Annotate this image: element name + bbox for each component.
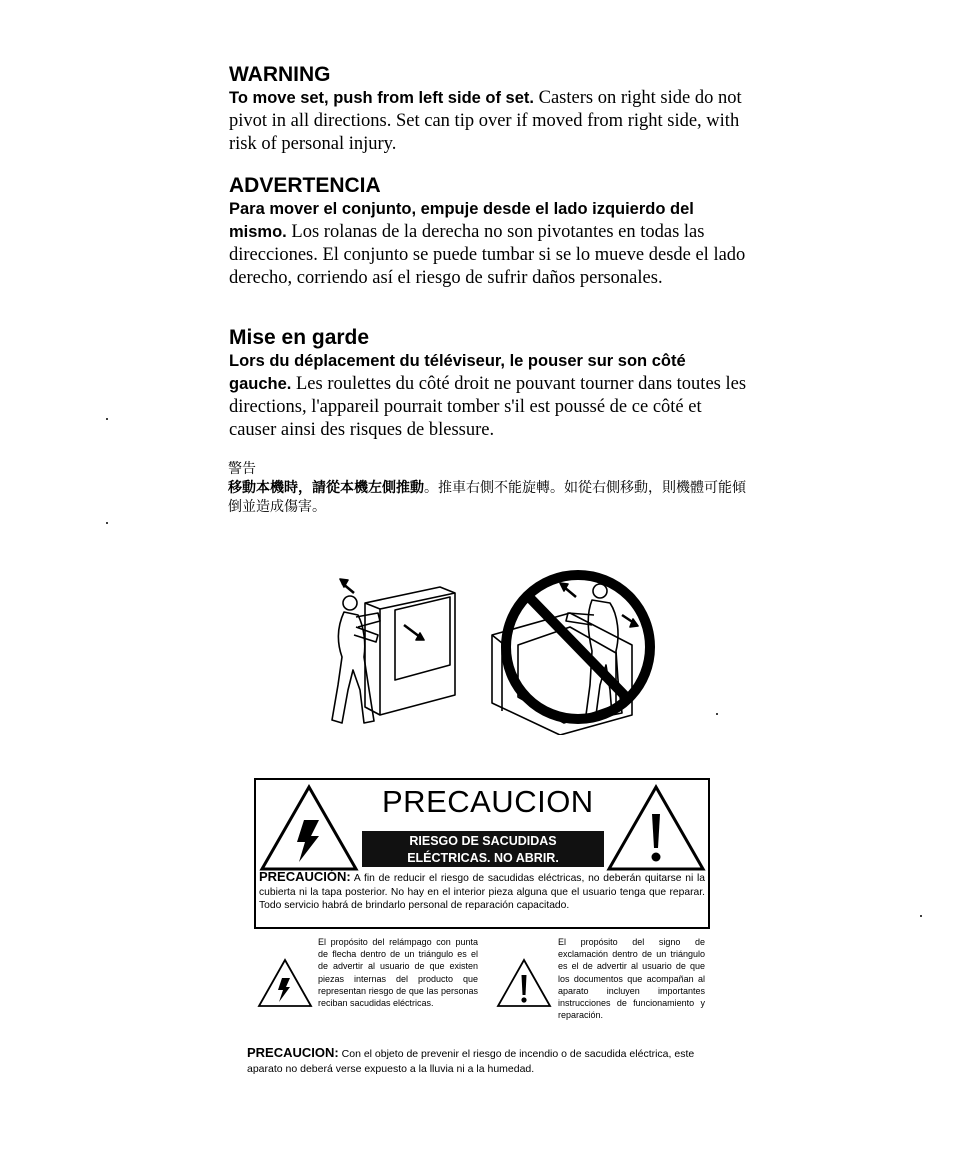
mise-en-garde-body: Les roulettes du côté droit ne pouvant tourner dans toutes les directions, l'appareil pourrait tomber s'il est poussé de ce côté et causer ainsi des risques de blessure.	[229, 374, 747, 440]
advertencia-body: Los rolanas de la derecha no son pivotantes en todas las direcciones. El conjunto se puede tumbar si se lo mueve desde el lado derecho, corriendo así el riesgo de sufrir daños personales.	[229, 222, 746, 288]
caution-box-body: A fin de reducir el riesgo de sacudidas eléctricas, no deberán quitarse ni la cubierta ni la tapa posterior. No hay en el interior pieza alguna que el usuario tenga que reparar. Todo servicio habrá de brindarlo personal de reparación capacitado.	[259, 873, 705, 911]
scan-dot	[106, 522, 108, 524]
scan-dot	[716, 713, 718, 715]
chinese-lead: 移動本機時，請從本機左側推動	[228, 480, 424, 496]
prohibition-sign	[506, 575, 650, 719]
person-left-pushing	[332, 596, 380, 723]
advertencia-paragraph	[229, 198, 749, 290]
warning-body: Casters on right side do not pivot in all directions. Set can tip over if moved from right side, with risk of personal injury.	[229, 88, 742, 154]
advertencia-lead: Para mover el conjunto, empuje desde el lado izquierdo del mismo.	[229, 200, 694, 241]
moving-tv-illustration	[320, 565, 680, 735]
mise-en-garde-paragraph	[229, 350, 749, 442]
advertencia-heading: ADVERTENCIA	[229, 174, 381, 197]
advertencia-section	[229, 174, 749, 290]
lightning-triangle-icon	[259, 784, 359, 872]
chinese-heading: 警告	[228, 461, 256, 477]
caution-title: PRECAUCION	[382, 784, 594, 819]
mise-en-garde-lead: Lors du déplacement du téléviseur, le pouser sur son côté gauche.	[229, 352, 686, 393]
warning-section	[229, 63, 749, 156]
caution-box-label: PRECAUCIÓN:	[259, 869, 351, 884]
lightning-triangle-small-icon	[257, 958, 313, 1008]
chinese-body: 。推車右側不能旋轉。如從右側移動，則機體可能傾倒並造成傷害。	[228, 480, 746, 515]
footer-caution	[247, 1045, 717, 1077]
caution-box-text	[259, 870, 705, 913]
banner-line-1: RIESGO DE SACUDIDAS	[409, 834, 557, 848]
chinese-paragraph	[228, 479, 748, 517]
scan-dot	[920, 915, 922, 917]
exclamation-note: El propósito del signo de exclamación dentro de un triángulo es el de advertir al usuario de que los documentos que acompañan al aparato incluyen importantes instrucciones de funcionamiento y reparación.	[558, 937, 705, 1021]
exclamation-triangle-small-icon	[496, 958, 552, 1008]
exclamation-triangle-icon	[606, 784, 706, 872]
lightning-note: El propósito del relámpago con punta de flecha dentro de un triángulo es el de advertir al usuario de que existen piezas internas del producto que representan riesgo de que las personas reciban sacudidas eléctricas.	[318, 937, 478, 1009]
warning-heading: WARNING	[229, 63, 331, 86]
caution-label-box	[254, 778, 710, 929]
scan-dot	[106, 418, 108, 420]
warning-lead: To move set, push from left side of set.	[229, 89, 534, 107]
mise-en-garde-section	[229, 326, 749, 442]
warning-paragraph	[229, 87, 749, 156]
shock-risk-banner	[362, 831, 604, 867]
mise-en-garde-heading: Mise en garde	[229, 326, 370, 349]
tv-left-correct	[365, 587, 455, 715]
chinese-section	[228, 460, 748, 517]
footer-text: Con el objeto de prevenir el riesgo de incendio o de sacudida eléctrica, este aparato no deberá verse expuesto a la lluvia ni a la humedad.	[247, 1048, 695, 1075]
footer-label: PRECAUCION:	[247, 1045, 339, 1060]
banner-line-2: ELÉCTRICAS. NO ABRIR.	[407, 851, 559, 865]
